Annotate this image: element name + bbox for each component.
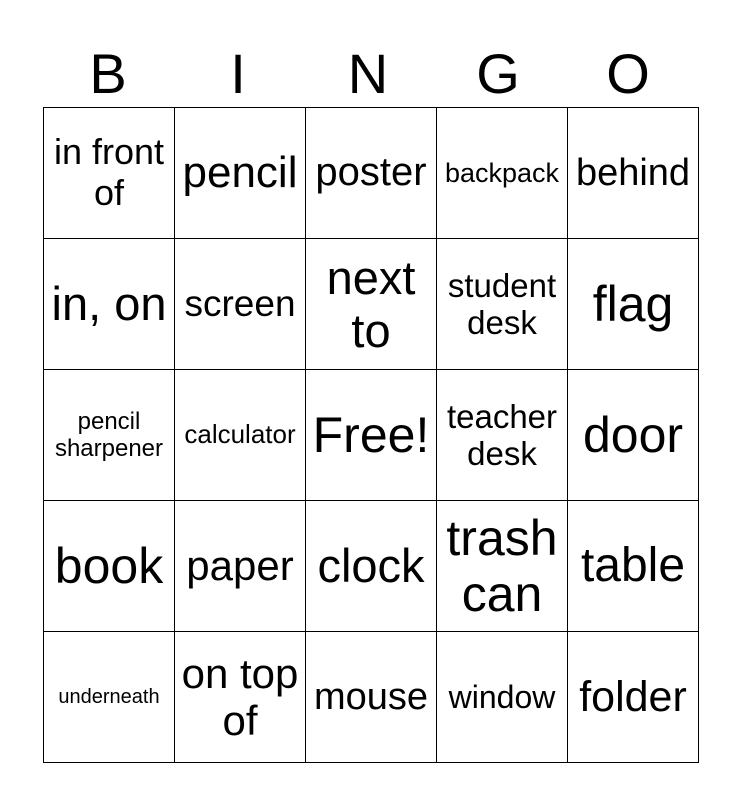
bingo-header [43, 44, 693, 104]
cell-label: behind [575, 151, 691, 194]
bingo-cell[interactable] [568, 501, 699, 632]
bingo-cell[interactable] [568, 108, 699, 239]
cell-label: student desk [447, 266, 557, 341]
cell-label: pencil sharpener [54, 407, 164, 462]
header-letter-o: O [606, 42, 650, 105]
bingo-cell[interactable] [175, 501, 306, 632]
bingo-board [43, 107, 699, 763]
cell-label: paper [186, 542, 294, 590]
cell-label: door [582, 406, 684, 463]
bingo-cell[interactable] [44, 239, 175, 370]
cell-label: calculator [184, 419, 296, 450]
cell-label: flag [592, 275, 674, 332]
board-row [44, 370, 699, 501]
bingo-cell[interactable] [437, 501, 568, 632]
cell-label: in, on [51, 277, 167, 331]
bingo-cell[interactable] [306, 239, 437, 370]
bingo-cell[interactable] [44, 370, 175, 501]
bingo-cell[interactable] [175, 108, 306, 239]
cell-label: window [448, 678, 556, 715]
bingo-cell[interactable] [175, 239, 306, 370]
cell-label: mouse [313, 675, 429, 718]
cell-label: clock [317, 539, 425, 593]
cell-label: teacher desk [446, 397, 558, 472]
bingo-cell[interactable] [44, 501, 175, 632]
board-row [44, 239, 699, 370]
board-row [44, 108, 699, 239]
cell-label: in front of [53, 131, 165, 213]
header-letter-b: B [89, 42, 127, 105]
header-letter-i: I [230, 42, 246, 105]
bingo-cell[interactable] [568, 239, 699, 370]
cell-label: next to [326, 250, 416, 357]
cell-label: poster [315, 150, 427, 195]
bingo-cell[interactable] [175, 632, 306, 763]
cell-label: trash can [446, 509, 558, 622]
cell-label: pencil [182, 148, 298, 198]
bingo-cell[interactable] [44, 632, 175, 763]
cell-label: on top of [181, 649, 299, 744]
cell-label: folder [579, 672, 687, 721]
bingo-cell[interactable] [175, 370, 306, 501]
bingo-cell[interactable] [437, 370, 568, 501]
header-letter-n: N [347, 42, 389, 105]
bingo-cell[interactable] [568, 370, 699, 501]
bingo-cell[interactable] [306, 108, 437, 239]
board-row [44, 632, 699, 763]
bingo-cell[interactable] [44, 108, 175, 239]
bingo-cell[interactable] [437, 239, 568, 370]
bingo-cell[interactable] [306, 501, 437, 632]
cell-label: screen [184, 283, 296, 325]
bingo-cell[interactable] [437, 632, 568, 763]
bingo-cell[interactable] [306, 632, 437, 763]
cell-label: Free! [312, 406, 430, 463]
cell-label: book [54, 537, 164, 594]
bingo-cell[interactable] [306, 370, 437, 501]
cell-label: table [580, 538, 686, 592]
cell-label: backpack [444, 157, 560, 188]
board-row [44, 501, 699, 632]
bingo-cell[interactable] [568, 632, 699, 763]
bingo-cell[interactable] [437, 108, 568, 239]
header-letter-g: G [476, 42, 520, 105]
cell-label: underneath [58, 685, 160, 708]
